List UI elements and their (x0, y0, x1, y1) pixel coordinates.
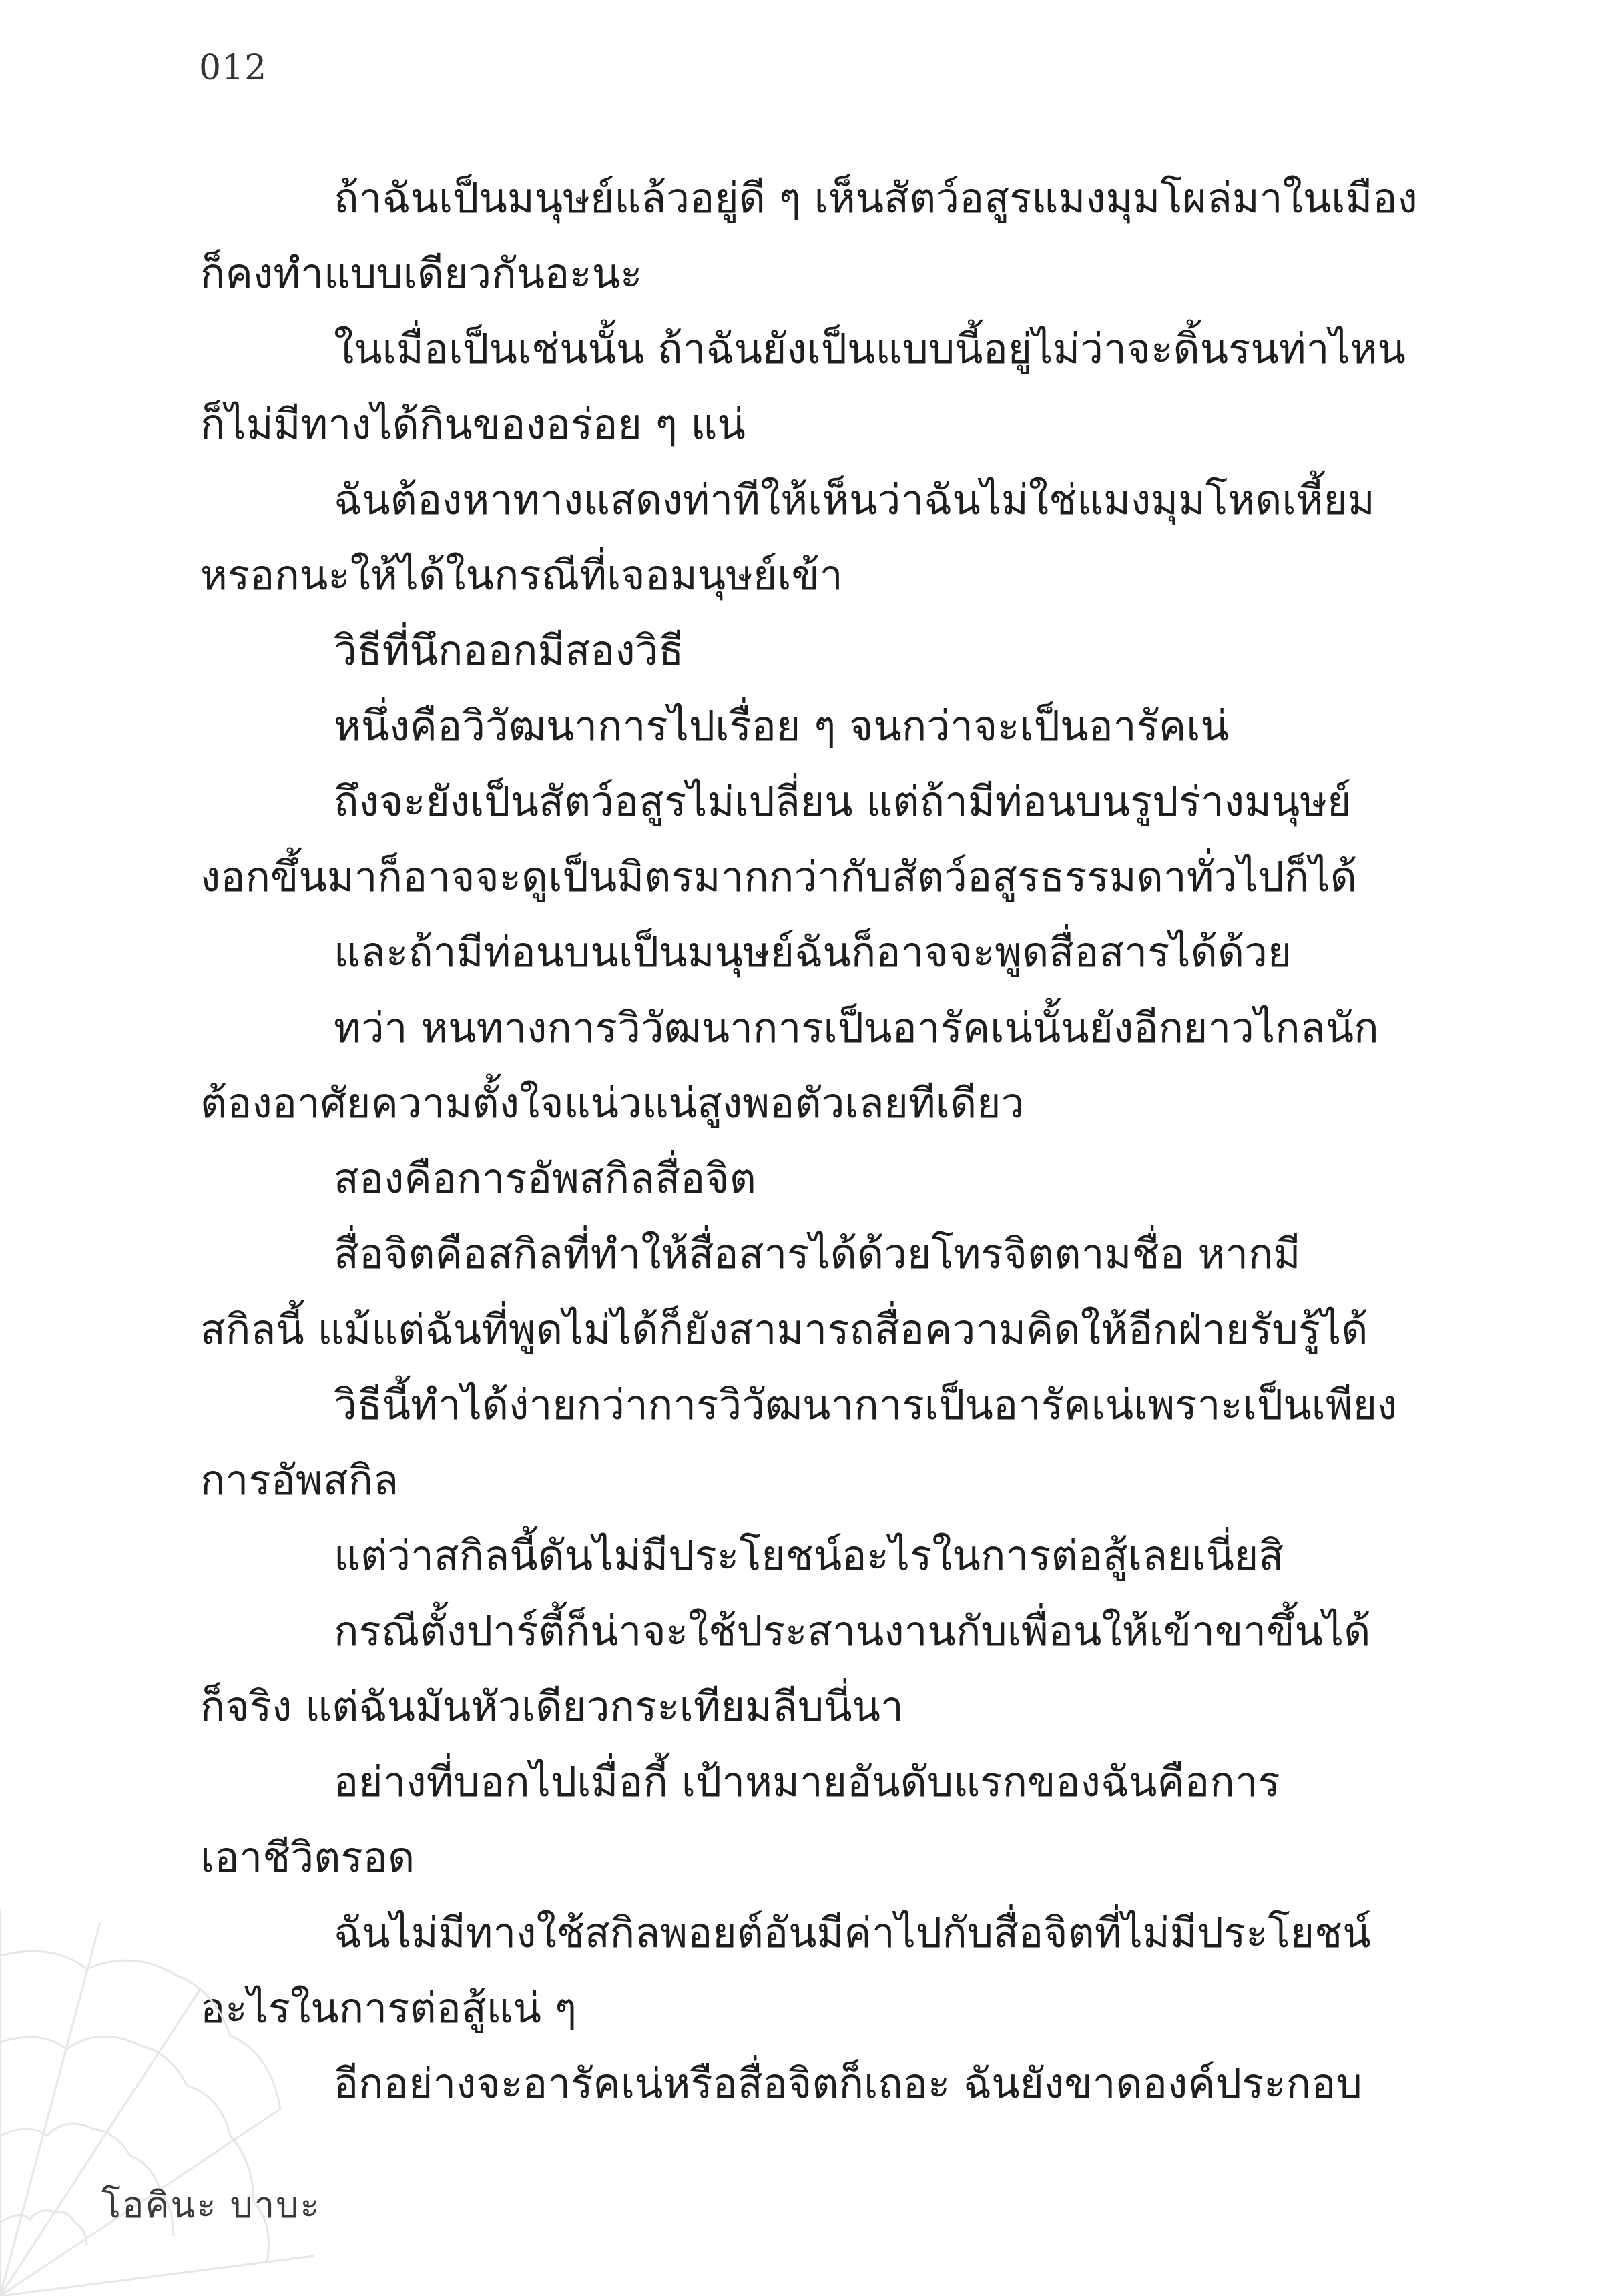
text-line: อีกอย่างจะอารัคเน่หรือสื่อจิตก็เถอะ ฉันยังขาดองค์ประกอบ (334, 2059, 1362, 2108)
text-line: ต้องอาศัยความตั้งใจแน่วแน่สูงพอตัวเลยทีเดียว (200, 1079, 1025, 1127)
text-line: เอาชีวิตรอด (200, 1833, 415, 1882)
text-line: ก็จริง แต่ฉันมันหัวเดียวกระเทียมลีบนี่นา (200, 1682, 904, 1731)
text-line: สองคือการอัพสกิลสื่อจิต (334, 1154, 756, 1203)
text-line: งอกขึ้นมาก็อาจจะดูเป็นมิตรมากกว่ากับสัตว์อสูรธรรมดาทั่วไปก็ได้ (200, 852, 1357, 901)
text-line: ในเมื่อเป็นเช่นนั้น ถ้าฉันยังเป็นแบบนี้อยู่ไม่ว่าจะดิ้นรนท่าไหน (334, 324, 1406, 373)
text-line: สกิลนี้ แม้แต่ฉันที่พูดไม่ได้ก็ยังสามารถสื่อความคิดให้อีกฝ่ายรับรู้ได้ (200, 1305, 1368, 1354)
text-line: ทว่า หนทางการวิวัฒนาการเป็นอารัคเน่นั้นยังอีกยาวไกลนัก (334, 1003, 1379, 1052)
text-line: หนึ่งคือวิวัฒนาการไปเรื่อย ๆ จนกว่าจะเป็นอารัคเน่ (334, 701, 1229, 750)
page-number: 012 (199, 48, 268, 88)
text-line: การอัพสกิล (200, 1456, 399, 1504)
text-line: ฉันต้องหาทางแสดงท่าทีให้เห็นว่าฉันไม่ใช่แมงมุมโหดเหี้ยม (334, 475, 1375, 524)
text-line: หรอกนะให้ได้ในกรณีที่เจอมนุษย์เข้า (200, 551, 843, 599)
text-line: ฉันไม่มีทางใช้สกิลพอยต์อันมีค่าไปกับสื่อจิตที่ไม่มีประโยชน์ (334, 1908, 1371, 1957)
book-title-footer: โอคินะ บาบะ (101, 2184, 321, 2226)
spider-web-decoration (0, 1909, 314, 2296)
text-line: ก็ไม่มีทางได้กินของอร่อย ๆ แน่ (200, 400, 746, 449)
text-line: แต่ว่าสกิลนี้ดันไม่มีประโยชน์อะไรในการต่อสู้เลยเนี่ยสิ (334, 1531, 1284, 1580)
text-line: กรณีตั้งปาร์ตี้ก็น่าจะใช้ประสานงานกับเพื่อนให้เข้าขาขึ้นได้ (334, 1607, 1371, 1655)
text-line: ก็คงทำแบบเดียวกันอะนะ (200, 249, 643, 298)
text-line: และถ้ามีท่อนบนเป็นมนุษย์ฉันก็อาจจะพูดสื่อสารได้ด้วย (334, 928, 1292, 976)
text-line: อะไรในการต่อสู้แน่ ๆ (200, 1984, 577, 2032)
text-line: ถึงจะยังเป็นสัตว์อสูรไม่เปลี่ยน แต่ถ้ามีท่อนบนรูปร่างมนุษย์ (334, 777, 1352, 826)
text-line: วิธีที่นึกออกมีสองวิธี (334, 626, 684, 675)
text-line: อย่างที่บอกไปเมื่อกี้ เป้าหมายอันดับแรกของฉันคือการ (334, 1757, 1280, 1806)
text-line: วิธีนี้ทำได้ง่ายกว่าการวิวัฒนาการเป็นอารัคเน่เพราะเป็นเพียง (334, 1380, 1398, 1429)
text-line: สื่อจิตคือสกิลที่ทำให้สื่อสารได้ด้วยโทรจิตตามชื่อ หากมี (334, 1229, 1301, 1278)
text-line: ถ้าฉันเป็นมนุษย์แล้วอยู่ดี ๆ เห็นสัตว์อสูรแมงมุมโผล่มาในเมือง (334, 174, 1418, 222)
